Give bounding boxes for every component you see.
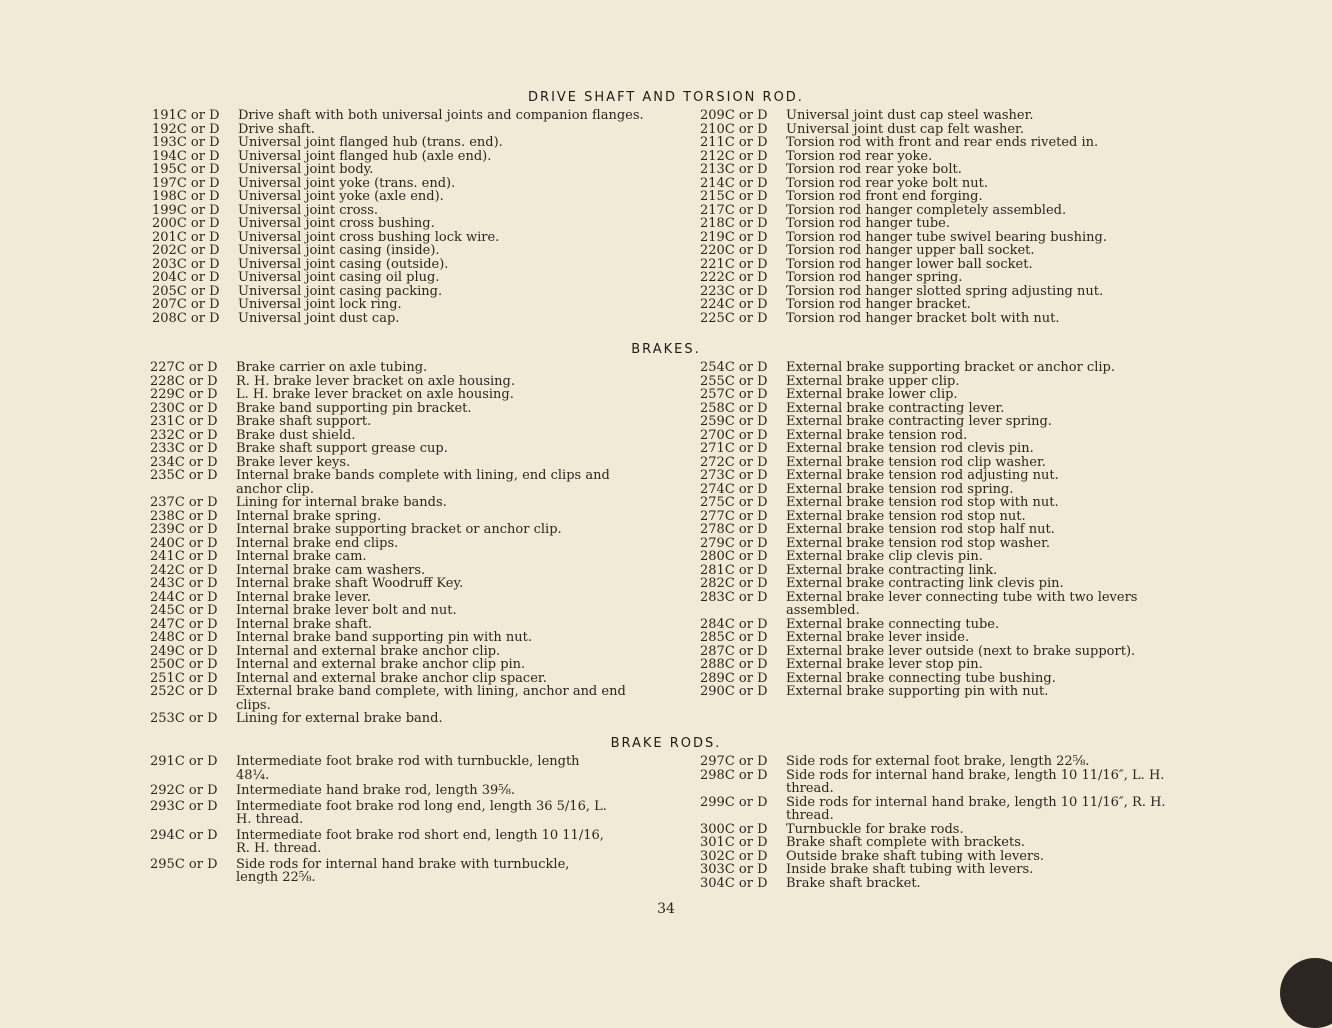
part-entry bbox=[150, 672, 650, 686]
part-description: External brake contracting lever spring. bbox=[786, 414, 1052, 429]
part-description: Brake shaft support grease cup. bbox=[236, 441, 448, 456]
part-entry bbox=[152, 258, 652, 272]
part-description: Internal and external brake anchor clip. bbox=[236, 643, 501, 659]
part-entry bbox=[152, 271, 652, 285]
part-description: Torsion rod hanger completely assembled. bbox=[786, 202, 1067, 218]
part-number: 244C or D bbox=[150, 589, 218, 605]
part-number: 289C or D bbox=[700, 670, 768, 686]
part-number: 299C or D bbox=[700, 794, 768, 810]
part-description: Universal joint cross bushing lock wire. bbox=[238, 229, 500, 245]
part-description: Universal joint lock ring. bbox=[238, 297, 402, 312]
part-description: Universal joint flanged hub (trans. end). bbox=[238, 135, 503, 150]
part-description: Side rods for internal hand brake with turnbuckle, length 22⅝. bbox=[236, 856, 570, 885]
part-description: External brake tension rod adjusting nut. bbox=[786, 468, 1059, 483]
part-description: External brake lever inside. bbox=[786, 630, 970, 645]
part-number: 253C or D bbox=[150, 711, 218, 726]
part-entry bbox=[152, 150, 652, 164]
part-entry bbox=[152, 244, 652, 258]
part-description: Universal joint dust cap steel washer. bbox=[786, 108, 1034, 123]
part-description: Internal brake band supporting pin with nut. bbox=[236, 630, 532, 645]
part-entry bbox=[700, 361, 1180, 375]
part-entry bbox=[152, 298, 652, 312]
part-description: Drive shaft with both universal joints and companion flanges. bbox=[238, 108, 644, 123]
part-entry bbox=[150, 402, 650, 416]
page-number: 34 bbox=[657, 901, 675, 917]
part-description: Torsion rod rear yoke. bbox=[786, 148, 933, 164]
part-number: 303C or D bbox=[700, 862, 768, 877]
part-entry bbox=[700, 123, 1180, 137]
part-entry bbox=[700, 150, 1180, 164]
part-number: 225C or D bbox=[700, 310, 768, 326]
part-description: Universal joint cross. bbox=[238, 202, 378, 218]
part-number: 233C or D bbox=[150, 441, 218, 456]
part-number: 248C or D bbox=[150, 630, 218, 645]
part-description: Brake band supporting pin bracket. bbox=[236, 400, 472, 416]
part-entry bbox=[700, 510, 1180, 524]
part-entry bbox=[700, 429, 1180, 443]
part-number: 205C or D bbox=[152, 283, 220, 299]
part-description: Intermediate hand brake rod, length 39⅝. bbox=[236, 783, 516, 798]
part-number: 203C or D bbox=[152, 256, 220, 272]
part-entry bbox=[150, 469, 650, 496]
part-entry bbox=[700, 177, 1180, 191]
part-number: 254C or D bbox=[700, 360, 768, 375]
part-number: 208C or D bbox=[152, 310, 220, 326]
drive-shaft-right-column bbox=[700, 109, 1180, 325]
part-description: Internal brake supporting bracket or anchor clip. bbox=[236, 522, 562, 537]
part-number: 271C or D bbox=[700, 441, 768, 456]
part-number: 234C or D bbox=[150, 454, 218, 470]
part-entry bbox=[152, 217, 652, 231]
part-entry bbox=[150, 537, 650, 551]
part-number: 251C or D bbox=[150, 670, 218, 686]
part-entry bbox=[700, 285, 1180, 299]
part-entry bbox=[150, 631, 650, 645]
part-number: 279C or D bbox=[700, 535, 768, 551]
part-description: External brake band complete, with lining, anchor and end clips. bbox=[236, 684, 626, 713]
part-entry bbox=[700, 550, 1180, 564]
part-description: Universal joint dust cap. bbox=[238, 310, 400, 326]
part-number: 227C or D bbox=[150, 360, 218, 375]
part-entry bbox=[700, 483, 1180, 497]
part-number: 249C or D bbox=[150, 643, 218, 659]
part-entry bbox=[700, 469, 1180, 483]
part-description: Torsion rod rear yoke bolt nut. bbox=[786, 175, 989, 191]
part-entry bbox=[700, 442, 1180, 456]
part-entry bbox=[150, 800, 610, 827]
part-description: External brake tension rod stop washer. bbox=[786, 535, 1051, 551]
part-description: Intermediate foot brake rod long end, length 36 5/16, L. H. thread. bbox=[236, 798, 607, 827]
part-entry bbox=[700, 456, 1180, 470]
part-description: Intermediate foot brake rod short end, length 10 11/16, R. H. thread. bbox=[236, 827, 604, 856]
part-entry bbox=[700, 591, 1180, 618]
part-description: External brake connecting tube. bbox=[786, 616, 1000, 632]
part-number: 201C or D bbox=[152, 229, 220, 245]
part-entry bbox=[700, 796, 1180, 823]
part-number: 210C or D bbox=[700, 121, 768, 137]
part-entry bbox=[700, 645, 1180, 659]
part-entry bbox=[700, 823, 1180, 837]
part-entry bbox=[150, 658, 650, 672]
part-entry bbox=[152, 285, 652, 299]
part-description: External brake connecting tube bushing. bbox=[786, 670, 1056, 686]
part-entry bbox=[700, 163, 1180, 177]
brake-rods-right-column bbox=[700, 755, 1180, 890]
part-entry bbox=[700, 388, 1180, 402]
part-description: Internal and external brake anchor clip pin. bbox=[236, 657, 526, 672]
part-entry bbox=[152, 163, 652, 177]
part-entry bbox=[700, 618, 1180, 632]
part-description: External brake contracting lever. bbox=[786, 400, 1005, 416]
part-description: External brake supporting pin with nut. bbox=[786, 684, 1049, 699]
part-entry bbox=[152, 177, 652, 191]
part-number: 204C or D bbox=[152, 270, 220, 285]
part-description: Torsion rod hanger tube swivel bearing bushing. bbox=[786, 229, 1107, 245]
brakes-right-column bbox=[700, 361, 1180, 699]
part-entry bbox=[700, 190, 1180, 204]
brake-rods-left-column bbox=[150, 755, 610, 885]
section-title-drive-shaft: DRIVE SHAFT AND TORSION ROD. bbox=[528, 90, 804, 105]
part-number: 247C or D bbox=[150, 616, 218, 632]
part-number: 220C or D bbox=[700, 243, 768, 258]
part-description: Internal and external brake anchor clip spacer. bbox=[236, 670, 547, 686]
part-description: Universal joint casing oil plug. bbox=[238, 270, 440, 285]
part-entry bbox=[150, 755, 610, 782]
part-number: 250C or D bbox=[150, 657, 218, 672]
part-entry bbox=[152, 190, 652, 204]
part-description: External brake tension rod. bbox=[786, 427, 968, 443]
part-number: 193C or D bbox=[152, 135, 220, 150]
part-description: External brake supporting bracket or anchor clip. bbox=[786, 360, 1115, 375]
part-entry bbox=[150, 591, 650, 605]
part-number: 242C or D bbox=[150, 562, 218, 578]
part-description: Inside brake shaft tubing with levers. bbox=[786, 862, 1034, 877]
part-entry bbox=[700, 244, 1180, 258]
part-number: 228C or D bbox=[150, 373, 218, 389]
part-entry bbox=[700, 204, 1180, 218]
part-entry bbox=[150, 685, 650, 712]
part-entry bbox=[700, 863, 1180, 877]
part-description: Internal brake cam washers. bbox=[236, 562, 426, 578]
part-number: 211C or D bbox=[700, 135, 768, 150]
part-description: Brake carrier on axle tubing. bbox=[236, 360, 428, 375]
part-description: Internal brake spring. bbox=[236, 508, 382, 524]
part-description: Intermediate foot brake rod with turnbuckle, length 48¼. bbox=[236, 754, 580, 783]
part-number: 223C or D bbox=[700, 283, 768, 299]
part-entry bbox=[152, 312, 652, 326]
part-entry bbox=[700, 415, 1180, 429]
part-number: 239C or D bbox=[150, 522, 218, 537]
part-entry bbox=[700, 564, 1180, 578]
part-number: 257C or D bbox=[700, 387, 768, 402]
part-entry bbox=[700, 850, 1180, 864]
part-number: 197C or D bbox=[152, 175, 220, 191]
part-entry bbox=[150, 618, 650, 632]
part-description: Lining for external brake band. bbox=[236, 711, 443, 726]
part-number: 218C or D bbox=[700, 216, 768, 231]
part-entry bbox=[700, 217, 1180, 231]
part-number: 277C or D bbox=[700, 508, 768, 524]
part-number: 282C or D bbox=[700, 576, 768, 591]
part-number: 278C or D bbox=[700, 522, 768, 537]
part-entry bbox=[150, 429, 650, 443]
part-description: External brake lower clip. bbox=[786, 387, 958, 402]
part-number: 255C or D bbox=[700, 373, 768, 389]
part-number: 212C or D bbox=[700, 148, 768, 164]
part-number: 217C or D bbox=[700, 202, 768, 218]
part-number: 290C or D bbox=[700, 684, 768, 699]
part-description: Torsion rod hanger upper ball socket. bbox=[786, 243, 1035, 258]
part-number: 219C or D bbox=[700, 229, 768, 245]
part-description: External brake contracting link. bbox=[786, 562, 998, 578]
part-number: 207C or D bbox=[152, 297, 220, 312]
part-description: Universal joint body. bbox=[238, 162, 374, 177]
part-entry bbox=[700, 631, 1180, 645]
part-number: 221C or D bbox=[700, 256, 768, 272]
part-number: 297C or D bbox=[700, 754, 768, 769]
part-entry bbox=[152, 109, 652, 123]
part-description: Universal joint yoke (trans. end). bbox=[238, 175, 456, 191]
part-entry bbox=[150, 415, 650, 429]
part-description: Universal joint flanged hub (axle end). bbox=[238, 148, 492, 164]
part-number: 295C or D bbox=[150, 856, 218, 872]
part-number: 302C or D bbox=[700, 848, 768, 864]
part-number: 273C or D bbox=[700, 468, 768, 483]
part-number: 191C or D bbox=[152, 108, 220, 123]
part-description: Torsion rod front end forging. bbox=[786, 189, 983, 204]
part-entry bbox=[150, 712, 650, 726]
part-number: 192C or D bbox=[152, 121, 220, 137]
part-entry bbox=[150, 550, 650, 564]
part-entry bbox=[150, 523, 650, 537]
part-number: 293C or D bbox=[150, 798, 218, 814]
part-number: 213C or D bbox=[700, 162, 768, 177]
part-description: Torsion rod hanger spring. bbox=[786, 270, 963, 285]
part-description: Torsion rod hanger slotted spring adjusting nut. bbox=[786, 283, 1104, 299]
part-number: 224C or D bbox=[700, 297, 768, 312]
part-entry bbox=[150, 604, 650, 618]
part-entry bbox=[150, 496, 650, 510]
part-description: External brake upper clip. bbox=[786, 373, 960, 389]
part-description: R. H. brake lever bracket on axle housing. bbox=[236, 373, 515, 389]
part-number: 194C or D bbox=[152, 148, 220, 164]
part-description: Brake shaft bracket. bbox=[786, 875, 921, 891]
part-number: 291C or D bbox=[150, 754, 218, 769]
part-entry bbox=[700, 312, 1180, 326]
part-entry bbox=[150, 442, 650, 456]
part-entry bbox=[700, 577, 1180, 591]
part-entry bbox=[150, 510, 650, 524]
part-description: External brake tension rod spring. bbox=[786, 481, 1014, 497]
part-entry bbox=[700, 298, 1180, 312]
page-corner-shadow bbox=[1280, 958, 1332, 1028]
part-entry bbox=[150, 388, 650, 402]
part-description: L. H. brake lever bracket on axle housing. bbox=[236, 387, 514, 402]
part-number: 304C or D bbox=[700, 875, 768, 891]
brakes-left-column bbox=[150, 361, 650, 726]
part-number: 199C or D bbox=[152, 202, 220, 218]
part-number: 258C or D bbox=[700, 400, 768, 416]
part-description: External brake tension rod clevis pin. bbox=[786, 441, 1034, 456]
part-description: Brake lever keys. bbox=[236, 454, 351, 470]
part-description: Turnbuckle for brake rods. bbox=[786, 821, 964, 837]
part-entry bbox=[150, 784, 610, 798]
part-description: Drive shaft. bbox=[238, 121, 315, 137]
part-number: 283C or D bbox=[700, 589, 768, 605]
part-number: 215C or D bbox=[700, 189, 768, 204]
part-number: 285C or D bbox=[700, 630, 768, 645]
part-description: Universal joint casing (outside). bbox=[238, 256, 449, 272]
part-number: 288C or D bbox=[700, 657, 768, 672]
part-number: 195C or D bbox=[152, 162, 220, 177]
part-entry bbox=[700, 685, 1180, 699]
part-entry bbox=[700, 402, 1180, 416]
part-description: Brake shaft complete with brackets. bbox=[786, 835, 1026, 850]
part-description: Internal brake bands complete with lining, end clips and anchor clip. bbox=[236, 468, 610, 497]
part-number: 281C or D bbox=[700, 562, 768, 578]
part-description: Internal brake shaft Woodruff Key. bbox=[236, 576, 464, 591]
part-description: External brake lever outside (next to brake support). bbox=[786, 643, 1136, 659]
part-number: 292C or D bbox=[150, 783, 218, 798]
part-description: Outside brake shaft tubing with levers. bbox=[786, 848, 1045, 864]
part-entry bbox=[700, 877, 1180, 891]
part-description: Torsion rod hanger lower ball socket. bbox=[786, 256, 1033, 272]
part-number: 270C or D bbox=[700, 427, 768, 443]
part-description: Internal brake lever bolt and nut. bbox=[236, 603, 457, 618]
part-entry bbox=[700, 375, 1180, 389]
part-description: External brake tension rod stop nut. bbox=[786, 508, 1026, 524]
part-number: 245C or D bbox=[150, 603, 218, 618]
part-description: External brake tension rod clip washer. bbox=[786, 454, 1046, 470]
part-description: External brake tension rod stop half nut. bbox=[786, 522, 1055, 537]
part-description: Torsion rod hanger bracket bolt with nut. bbox=[786, 310, 1060, 326]
part-entry bbox=[150, 858, 610, 885]
part-entry bbox=[700, 836, 1180, 850]
section-title-brakes: BRAKES. bbox=[631, 342, 701, 357]
part-description: Side rods for internal hand brake, length 10 11/16″, R. H. thread. bbox=[786, 794, 1166, 823]
part-number: 240C or D bbox=[150, 535, 218, 551]
part-entry bbox=[700, 496, 1180, 510]
part-number: 259C or D bbox=[700, 414, 768, 429]
part-number: 243C or D bbox=[150, 576, 218, 591]
part-number: 237C or D bbox=[150, 495, 218, 510]
part-number: 229C or D bbox=[150, 387, 218, 402]
part-entry bbox=[150, 577, 650, 591]
part-description: Internal brake shaft. bbox=[236, 616, 373, 632]
part-number: 280C or D bbox=[700, 549, 768, 564]
part-entry bbox=[152, 136, 652, 150]
part-entry bbox=[150, 829, 610, 856]
part-entry bbox=[152, 123, 652, 137]
part-description: Side rods for external foot brake, length 22⅝. bbox=[786, 754, 1090, 769]
part-number: 198C or D bbox=[152, 189, 220, 204]
part-description: Torsion rod hanger bracket. bbox=[786, 297, 971, 312]
part-entry bbox=[700, 537, 1180, 551]
part-entry bbox=[152, 231, 652, 245]
part-entry bbox=[152, 204, 652, 218]
part-entry bbox=[700, 271, 1180, 285]
part-entry bbox=[700, 523, 1180, 537]
part-entry bbox=[150, 564, 650, 578]
part-entry bbox=[700, 258, 1180, 272]
part-description: Internal brake end clips. bbox=[236, 535, 399, 551]
part-description: Internal brake cam. bbox=[236, 549, 367, 564]
part-description: External brake contracting link clevis pin. bbox=[786, 576, 1064, 591]
part-description: Universal joint casing packing. bbox=[238, 283, 443, 299]
part-entry bbox=[700, 755, 1180, 769]
part-number: 214C or D bbox=[700, 175, 768, 191]
part-entry bbox=[700, 769, 1180, 796]
part-description: External brake lever stop pin. bbox=[786, 657, 983, 672]
part-number: 202C or D bbox=[152, 243, 220, 258]
part-entry bbox=[150, 361, 650, 375]
part-number: 231C or D bbox=[150, 414, 218, 429]
part-number: 230C or D bbox=[150, 400, 218, 416]
part-number: 222C or D bbox=[700, 270, 768, 285]
part-entry bbox=[150, 375, 650, 389]
section-title-brake-rods: BRAKE RODS. bbox=[610, 736, 722, 751]
drive-shaft-left-column bbox=[152, 109, 652, 325]
part-number: 252C or D bbox=[150, 684, 218, 699]
part-description: Side rods for internal hand brake, length 10 11/16″, L. H. thread. bbox=[786, 767, 1165, 796]
part-number: 300C or D bbox=[700, 821, 768, 837]
part-number: 287C or D bbox=[700, 643, 768, 659]
part-entry bbox=[150, 456, 650, 470]
part-number: 298C or D bbox=[700, 767, 768, 783]
part-description: Torsion rod with front and rear ends riveted in. bbox=[786, 135, 1099, 150]
part-description: Lining for internal brake bands. bbox=[236, 495, 447, 510]
part-description: Brake dust shield. bbox=[236, 427, 356, 443]
part-number: 238C or D bbox=[150, 508, 218, 524]
part-description: Universal joint cross bushing. bbox=[238, 216, 435, 231]
part-description: Torsion rod rear yoke bolt. bbox=[786, 162, 962, 177]
part-description: External brake lever connecting tube with two levers assembled. bbox=[786, 589, 1138, 618]
part-description: External brake clip clevis pin. bbox=[786, 549, 983, 564]
part-description: External brake tension rod stop with nut. bbox=[786, 495, 1059, 510]
part-entry bbox=[700, 672, 1180, 686]
part-entry bbox=[700, 109, 1180, 123]
part-number: 209C or D bbox=[700, 108, 768, 123]
part-number: 232C or D bbox=[150, 427, 218, 443]
part-description: Universal joint dust cap felt washer. bbox=[786, 121, 1024, 137]
part-entry bbox=[150, 645, 650, 659]
part-entry bbox=[700, 658, 1180, 672]
part-description: Torsion rod hanger tube. bbox=[786, 216, 950, 231]
part-entry bbox=[700, 231, 1180, 245]
part-description: Universal joint yoke (axle end). bbox=[238, 189, 444, 204]
part-description: Internal brake lever. bbox=[236, 589, 371, 605]
part-description: Brake shaft support. bbox=[236, 414, 372, 429]
part-number: 284C or D bbox=[700, 616, 768, 632]
part-number: 301C or D bbox=[700, 835, 768, 850]
part-number: 241C or D bbox=[150, 549, 218, 564]
part-number: 294C or D bbox=[150, 827, 218, 843]
part-number: 200C or D bbox=[152, 216, 220, 231]
part-number: 274C or D bbox=[700, 481, 768, 497]
part-entry bbox=[700, 136, 1180, 150]
part-number: 272C or D bbox=[700, 454, 768, 470]
part-number: 275C or D bbox=[700, 495, 768, 510]
part-number: 235C or D bbox=[150, 468, 218, 483]
part-description: Universal joint casing (inside). bbox=[238, 243, 440, 258]
